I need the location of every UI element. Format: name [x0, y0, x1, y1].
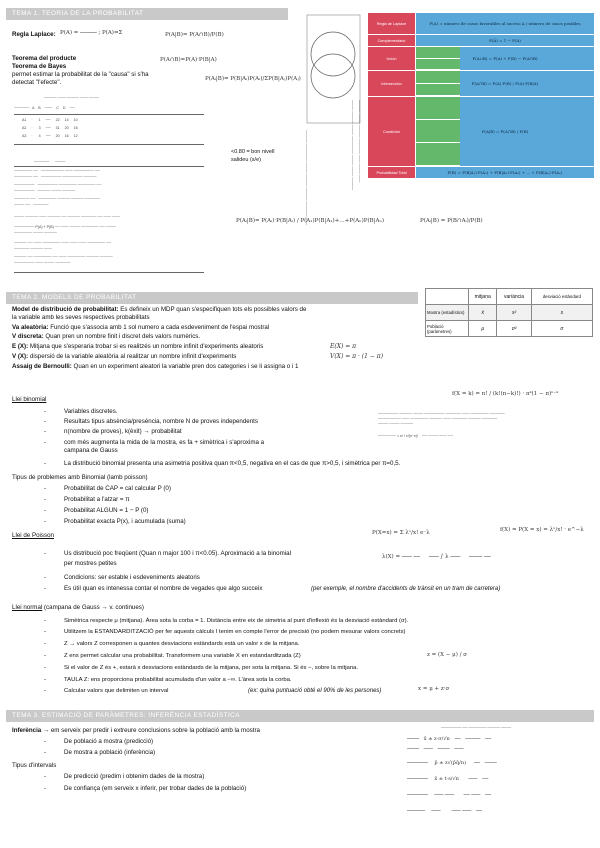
- rules-content-5: P(B) = P(B|A₁)·P(A₁) + P(B|A₂)·P(A₂) + ... + P(B|Aₙ)·P(Aₙ): [416, 167, 594, 179]
- inference-line: [12, 727, 260, 735]
- product-label: Teorema del producte: [12, 55, 77, 62]
- normal-title: Llei normal: [12, 604, 43, 611]
- list-dash: -: [44, 749, 47, 756]
- list-item: Probabilitat a l'atzar = π: [64, 496, 130, 503]
- list-item: De predicció (predim i obtenim dades de la mostra): [64, 773, 205, 780]
- vx-bold: V (X):: [12, 353, 29, 360]
- list-dash: -: [44, 550, 47, 557]
- binomial-title: Llei binomial: [12, 396, 47, 403]
- bern-bold: Assaig de Bernoulli:: [12, 363, 72, 370]
- binomial-item: Resultats tipus absència/presència, nombre N de proves independents: [64, 418, 258, 425]
- rules-table: [368, 13, 594, 195]
- stats-h1: mitjana: [469, 289, 497, 305]
- bayes-desc-2: detectat "l'efecte".: [12, 79, 62, 86]
- list-dash: -: [44, 617, 47, 624]
- list-dash: -: [44, 652, 47, 659]
- rules-label-4: Condición: [368, 97, 415, 167]
- bayes-desc-1: permet estimar la probabilitat de la "causa" si s'ha: [12, 71, 149, 78]
- rules-sub-cell: [416, 59, 460, 71]
- poisson-item: Condicions: ser estable i esdeveniments aleatoris: [64, 574, 200, 581]
- rules-label-2: Unión: [368, 47, 415, 71]
- stats-h0: [426, 289, 469, 305]
- mdp-text: Es defineix un MDP quan s'especifiquen tots els possibles valors de: [118, 306, 307, 313]
- ex-bold: E (X):: [12, 343, 29, 350]
- list-dash: -: [44, 687, 47, 694]
- list-dash: -: [44, 585, 47, 592]
- list-item: Probabilitat ALGUN = 1 − P (0): [64, 507, 149, 514]
- list-dash: -: [44, 439, 47, 446]
- rules-sub-cell: [416, 47, 460, 59]
- stats-r1c2: σ²: [497, 321, 531, 337]
- list-item: De mostra a població (inferència): [64, 749, 156, 756]
- rules-label-5: Probabilidad Total: [368, 167, 415, 179]
- inference-text: → em serveix per predir i extreure conclusions sobre la població amb la mostra: [41, 727, 260, 734]
- rules-sub-cell: [416, 84, 460, 97]
- poisson-side-formula: P(X=x) = Σ λˣ/x! e⁻λ: [372, 530, 430, 536]
- list-dash: -: [44, 738, 47, 745]
- interval-types-label: Tipus d'intervals: [12, 762, 57, 769]
- list-dash: -: [44, 785, 47, 792]
- list-dash: -: [44, 418, 47, 425]
- stats-r1c0: Població (paràmetres): [426, 321, 469, 337]
- rules-content-1: P(Ā) = 1 − P(A): [416, 35, 594, 47]
- binomial-problems-label: Tipus de problemes amb Binomial (lamb poisson): [12, 474, 148, 481]
- bayes-full-formula: P(Aᵢ|B)= P(Aᵢ)·P(B|Aᵢ) / P(A₁)P(B|A₁)+…+P(Aₙ)P(B|Aₙ): [236, 218, 384, 224]
- binomial-item: com més augmenta la mida de la mostra, es fa + simètrica i s'aproxima a: [64, 439, 265, 446]
- list-item: Probabilitat exacta P(x), i acumulada (suma): [64, 518, 186, 525]
- stats-r0c3: s: [531, 305, 592, 321]
- stats-r1c3: σ: [531, 321, 592, 337]
- binomial-item: La distribució binomial presenta una asimetria positiva quan π<0,5, negativa en el cas de que π>0,5, i simètrica per π=0,5.: [64, 460, 401, 467]
- normal-item: Si el valor de Z és +, estarà x desviacions estàndards de la mitjana, per sota la mitjana. Si és −, sobre la mitjana.: [64, 665, 359, 671]
- binomial-item: Variables discretes.: [64, 408, 118, 415]
- rules-content-3: P(A∩B) = P(A)·P(B) / P(A)·P(B|A): [416, 71, 594, 97]
- rules-label-0: Regla de Laplace: [368, 13, 415, 35]
- list-dash: -: [44, 773, 47, 780]
- va-text: Funció que s'associa amb 1 sol numero a cada esdeveniment de l'espai mostral: [48, 324, 270, 331]
- ex-line: [12, 343, 263, 351]
- normal-item: Z ens permet calcular una probabilitat. Transformem una variable X en estandarditzada (Z): [64, 653, 301, 659]
- list-dash: -: [44, 460, 47, 467]
- list-dash: -: [44, 676, 47, 683]
- section1-header: TEMA 1. TEORIA DE LA PROBABILITAT: [6, 8, 288, 20]
- va-line: [12, 324, 269, 332]
- rules-content-4: P(A|B) = P(A∩B) / P(B): [416, 97, 594, 167]
- z-formula-2: x = μ + z·σ: [418, 686, 450, 692]
- note-line-1: <0.80 = bon nivell: [231, 149, 275, 155]
- vx-formula: V(X) = π · (1 − π): [330, 353, 384, 360]
- poisson-item: per mostres petites: [64, 560, 117, 567]
- note-line-2: salideu (s/e): [231, 157, 261, 163]
- list-dash: -: [44, 507, 47, 514]
- mdp-bold: Model de distribució de probabilitat:: [12, 306, 119, 313]
- rotated-notes-2: ──── ───── ──── ─────── ──── ──── ───── ───── ──── ───── ────── ─── ──── ───: [350, 100, 361, 191]
- product-formula: P(A∩B)=P(A)·P(B|A): [160, 57, 217, 63]
- vd-text: Quan pren un nombre finit i discret dels valors numèrics.: [43, 333, 201, 340]
- stats-h2: variància: [497, 289, 531, 305]
- poisson-item: Us distribució poc freqüent (Quan n major 100 i π<0.05). Aproximació a la binomial: [64, 550, 291, 557]
- list-item: Probabilitat de CAP = cal calcular P (0): [64, 485, 171, 492]
- bern-line: [12, 363, 299, 371]
- ex-text: Mitjana que s'esperaria trobar si es realitzés un nombre infinit d'experiments aleatoris: [28, 343, 264, 350]
- section3-header: TEMA 3. ESTIMACIÓ DE PARÀMETRES: INFERÈNCIA ESTADÍSTICA: [6, 710, 594, 722]
- binomial-item: campana de Gauss: [64, 447, 118, 454]
- ex-formula: E(X) = π: [330, 343, 357, 350]
- binomial-item: n(nombre de proves), k(èxit) → probabilitat: [64, 428, 182, 435]
- stats-r0c2: s²: [497, 305, 531, 321]
- poisson-formula: f(X) = P(X = x) = λˣ/x! · e^−λ: [500, 527, 584, 533]
- rotated-notes-1: ───── ─────── ──── ───── ───── ────── ───: [304, 130, 308, 226]
- contingency-table: ───── ─── ───── ─── ──── ────── A B ─── C D ── A1 · 1 ── 22 14 10 A2 · 3 ── 31 20 16 A3 · 4 ── 20 16 12: [14, 96, 204, 154]
- normal-item: Z → valors Z corresponen a quantes desviacions estàndards està un valor x de la mitjana.: [64, 641, 300, 647]
- normal-item: Calcular valors que delimiten un interval: [64, 688, 169, 694]
- normal-title-line: [12, 604, 144, 612]
- poisson-example: (per exemple, el nombre d'accidents de trànsit en un tram de carretera): [311, 586, 501, 592]
- inference-bold: Inferència: [12, 727, 42, 734]
- conditional-formula: P(A|B)= P(A∩B)/P(B): [165, 32, 224, 38]
- bayes-label: Teorema de Bayes: [12, 63, 67, 70]
- list-dash: -: [44, 518, 47, 525]
- rules-sub-cell: [416, 143, 460, 166]
- normal-interval-example: (ex: quina puntuació obté el 90% de les persones): [248, 688, 382, 694]
- list-dash: -: [44, 408, 47, 415]
- poisson-title: Llei de Poisson: [12, 532, 54, 539]
- poisson-side-formula-2: λ(X) = ─── ── ─── ∫ λ ─── ──── ──: [382, 554, 491, 560]
- rules-content-0: P(A) = número de casos favorables al suceso A / número de casos posibles: [416, 13, 594, 35]
- normal-item: TAULA Z: ens proporciona probabilitat acumulada d'un valor a −∞. L'àrea sota la corba.: [64, 677, 292, 683]
- rules-sub-cell: [416, 97, 460, 120]
- stats-r0c0: Mostra (estadístics): [426, 305, 469, 321]
- normal-item: Utilitzem la ESTANDARDITZACIÓ per fer aquests càlculs I tenim en compte l'error de precisió (no podem mesurar valors concrets): [64, 629, 406, 635]
- section2-header: TEMA 2. MODELS DE PROBABILITAT: [6, 292, 418, 304]
- z-formula: z = (X − μ) / σ: [427, 652, 467, 658]
- list-dash: -: [44, 485, 47, 492]
- laplace-label: Regla Laplace:: [12, 31, 56, 38]
- list-item: De confiança (em serveix x inferir, per trobar dades de la població): [64, 785, 247, 792]
- mdp-line-2: la variable amb les seves respectives probabilitats: [12, 314, 150, 321]
- mdp-line: [12, 306, 306, 314]
- vd-bold: V discreta:: [12, 333, 44, 340]
- vx-text: dispersió de la variable aleatòria al realitzar un nombre infinit d'experiments: [28, 353, 237, 360]
- list-dash: -: [44, 428, 47, 435]
- notes-block: ────── ──── ─────── ── ───────── ─── ──────── ── ─────── ── ──────── ──────── ───── ──────── ──────── ─────── ─────── ── ──────── ───── ──── ───── ────── ── ─────── ───── ───── ────── ──── ── ────── ──── ───── ─── ───── ── ───── ────── ── ─── ─── ──────── P(A) + P(B) ── ─── ──── ─────── ── ──── ─────── ──── ───── ───── ── ─── ─────── ─── ─── ─── ─────── ── ────── ───── ─── ───── ── ─────── ── ─── ─────── ───── ───── ──────── ─── ──── ──────: [14, 160, 204, 278]
- normal-title-rest: (campana de Gauss → v. continues): [42, 604, 144, 611]
- stats-r1c1: μ: [469, 321, 497, 337]
- va-bold: Va aleatòria:: [12, 324, 49, 331]
- bayes-formula: P(Aᵢ|B)= P(B|Aᵢ)P(Aᵢ)/ΣP(B|Aⱼ)P(Aⱼ): [205, 76, 301, 82]
- vx-line: [12, 353, 236, 361]
- stats-table: [425, 288, 593, 337]
- binomial-side-notes: ──────── ───── ──── ──────── ────── ─── ─────── ────── ───────── ─── ─────── ───── ─── ────── ───── ────── ──── ──── ───── ─────── = n! / x!(n−x)! ── ──── ─── ──: [378, 412, 505, 438]
- rules-label-1: Complementario: [368, 35, 415, 47]
- binomial-formula: f(X = k) = n! / (k!(n−k)!) · πᵏ(1 − π)ⁿ⁻ᵏ: [452, 391, 559, 397]
- list-dash: -: [44, 628, 47, 635]
- list-dash: -: [44, 664, 47, 671]
- normal-item: Simètrica respecte μ (mitjana). Àrea sota la corba = 1. Distància entre eix de simetria al punt d'inflexió és la desviació estàndard (σ).: [64, 618, 409, 624]
- list-dash: -: [44, 496, 47, 503]
- inference-formula-block: ──────── ── ─────── ───── ──── ──── x̄ ± z·σ/√n ── ───── ── ──── ─── ──── ─── ─────── p̂ ± z√(p̂q̂/n) ── ──── ─────── x̄ ± t·s/√n ─── ── ─────── ─── ─── ── ─── ── ────── ─── ─── ─── ──: [407, 726, 512, 814]
- list-dash: -: [44, 574, 47, 581]
- rules-sub-cell: [416, 120, 460, 143]
- rules-label-3: Intersección: [368, 71, 415, 97]
- rules-sub-cell: [416, 71, 460, 84]
- stats-h3: desviació estàndard: [531, 289, 592, 305]
- laplace-formula: P(A) = ───── ; P(A)=Σ: [60, 30, 123, 36]
- bayes-full-formula-2: P(Aᵢ|B) = P(B∩Aᵢ)/P(B): [420, 218, 483, 224]
- rules-content-2: P(A∪B) = P(A) + P(B) − P(A∩B): [416, 47, 594, 71]
- stats-r0c1: x̄: [469, 305, 497, 321]
- vd-line: [12, 333, 200, 341]
- poisson-item: Es útil quan es intenessa contar el nombre de vegades que algo succeix: [64, 585, 263, 592]
- list-item: De població a mostra (predicció): [64, 738, 154, 745]
- list-dash: -: [44, 640, 47, 647]
- bern-text: Quan en un experiment aleatori la variable pren dos categories i se li assigna o i 1: [71, 363, 299, 370]
